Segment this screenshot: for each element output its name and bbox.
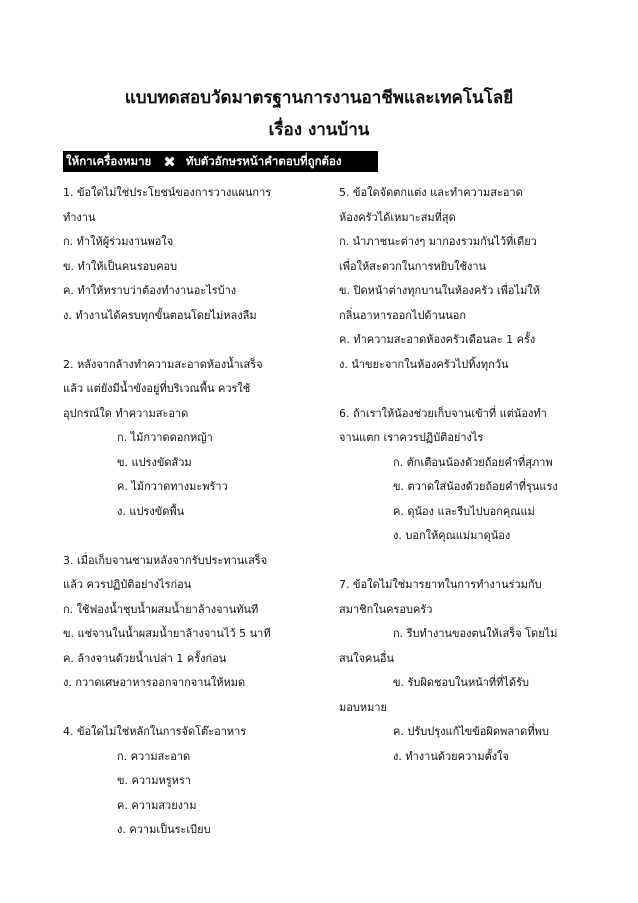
- instruction-text-before: ให้กาเครื่องหมาย: [66, 153, 152, 168]
- choice: ก. ไม้กวาดดอกหญ้า: [117, 431, 213, 444]
- left-column: [63, 181, 320, 843]
- question-text: 7. ข้อใดไม่ใช่มารยาทในการทำงานร่วมกับ: [339, 578, 542, 591]
- choice: ข. ทำให้เป็นคนรอบคอบ: [63, 259, 178, 273]
- choice: ก. ความสะอาด: [117, 749, 191, 763]
- choice: ก. นำภาชนะต่างๆ มากองรวมกันไว้ที่เดียว: [339, 235, 537, 248]
- question-1: [63, 181, 320, 328]
- question-text: 5. ข้อใดจัดตกแต่ง และทำความสะอาด: [339, 186, 523, 199]
- question-text: แล้ว แต่ยังมีน้ำขังอยู่ที่บริเวณพื้น ควรใช้: [63, 382, 251, 395]
- question-text: ห้องครัวได้เหมาะสมที่สุด: [339, 210, 456, 224]
- question-text: 6. ถ้าเราให้น้องช่วยเก็บจานเข้าที่ แต่น้องทำ: [339, 406, 547, 420]
- choice: กลิ่นอาหารออกไปด้านนอก: [339, 308, 467, 322]
- question-7: [339, 573, 595, 769]
- choice: ง. ความเป็นระเบียบ: [117, 823, 211, 836]
- question-6: [339, 402, 595, 549]
- question-text: ทำงาน: [63, 210, 96, 224]
- choice-continuation: มอบหมาย: [339, 700, 387, 714]
- question-2: [63, 353, 320, 525]
- choice: ก. รีบทำงานของตนให้เสร็จ โดยไม่: [393, 627, 558, 640]
- choice: ข. ตวาดใส่น้องด้วยถ้อยคำที่รุนแรง: [393, 480, 558, 493]
- choice-continuation: สนใจคนอื่น: [339, 651, 395, 665]
- choice: ง. บอกให้คุณแม่มาดุน้อง: [393, 529, 511, 542]
- choice: ค. ทำให้ทราบว่าต้องทำงานอะไรบ้าง: [63, 284, 237, 297]
- choice: ค. ปรับปรุงแก้ไขข้อผิดพลาดที่พบ: [393, 725, 549, 738]
- choice: ข. แช่จานในน้ำผสมน้ำยาล้างจานไว้ 5 นาที: [63, 627, 271, 640]
- question-3: [63, 549, 320, 696]
- choice: ข. ปิดหน้าต่างทุกบานในห้องครัว เพื่อไม่ให้: [339, 284, 540, 297]
- choice: ง. นำขยะจากในห้องครัวไปทิ้งทุกวัน: [339, 357, 509, 371]
- choice: ค. ไม้กวาดทางมะพร้าว: [117, 480, 228, 493]
- question-5: [339, 181, 595, 377]
- choice: ง. แปรงขัดพื้น: [117, 504, 185, 518]
- choice: ก. ทำให้ผู้ร่วมงานพอใจ: [63, 235, 174, 248]
- title-line-1: แบบทดสอบวัดมาตรฐานการงานอาชีพและเทคโนโลยี: [124, 88, 514, 108]
- choice: เพื่อให้สะดวกในการหยิบใช้งาน: [339, 259, 487, 273]
- choice: ข. รับผิดชอบในหน้าที่ที่ได้รับ: [393, 676, 529, 689]
- choice: ง. ทำงานด้วยความตั้งใจ: [393, 749, 509, 763]
- title-line-2: เรื่อง งานบ้าน: [268, 120, 370, 140]
- instruction-banner: [63, 151, 378, 172]
- instruction-text-after: ทับตัวอักษรหน้าคำตอบที่ถูกต้อง: [185, 153, 342, 168]
- choice: ค. ความสวยงาม: [117, 798, 197, 812]
- choice: ค. ล้างจานด้วยน้ำเปล่า 1 ครั้งก่อน: [63, 651, 227, 665]
- question-text: จานแตก เราควรปฏิบัติอย่างไร: [339, 431, 484, 444]
- question-text: 3. เมื่อเก็บจานชามหลังจากรับประทานเสร็จ: [63, 553, 268, 567]
- question-text: 4. ข้อใดไม่ใช่หลักในการจัดโต๊ะอาหาร: [63, 725, 247, 738]
- choice: ก. ตักเตือนน้องด้วยถ้อยคำที่สุภาพ: [393, 455, 553, 469]
- right-column: [339, 181, 595, 769]
- choice: ก. ใช้ฟองน้ำชุบน้ำผสมน้ำยาล้างจานทันที: [63, 602, 259, 616]
- choice: ค. ทำความสะอาดห้องครัวเดือนละ 1 ครั้ง: [339, 333, 536, 346]
- cross-mark-icon: ✖: [163, 152, 176, 171]
- question-text: 2. หลังจากล้างทำความสะอาดห้องน้ำเสร็จ: [63, 357, 263, 371]
- question-text: อุปกรณ์ใด ทำความสะอาด: [63, 406, 189, 420]
- question-4: [63, 720, 320, 843]
- choice: ข. แปรงขัดส้วม: [117, 455, 192, 469]
- choice: ค. ดุน้อง และรีบไปบอกคุณแม่: [393, 504, 535, 518]
- question-text: สมาชิกในครอบครัว: [339, 602, 433, 616]
- question-text: แล้ว ควรปฏิบัติอย่างไรก่อน: [63, 578, 192, 591]
- choice: ข. ความหรูหรา: [117, 774, 191, 787]
- question-text: 1. ข้อใดไม่ใช่ประโยชน์ของการวางแผนการ: [63, 186, 272, 199]
- choice: ง. ทำงานได้ครบทุกขั้นตอนโดยไม่หลงลืม: [63, 308, 257, 322]
- choice: ง. กวาดเศษอาหารออกจากจานให้หมด: [63, 676, 246, 689]
